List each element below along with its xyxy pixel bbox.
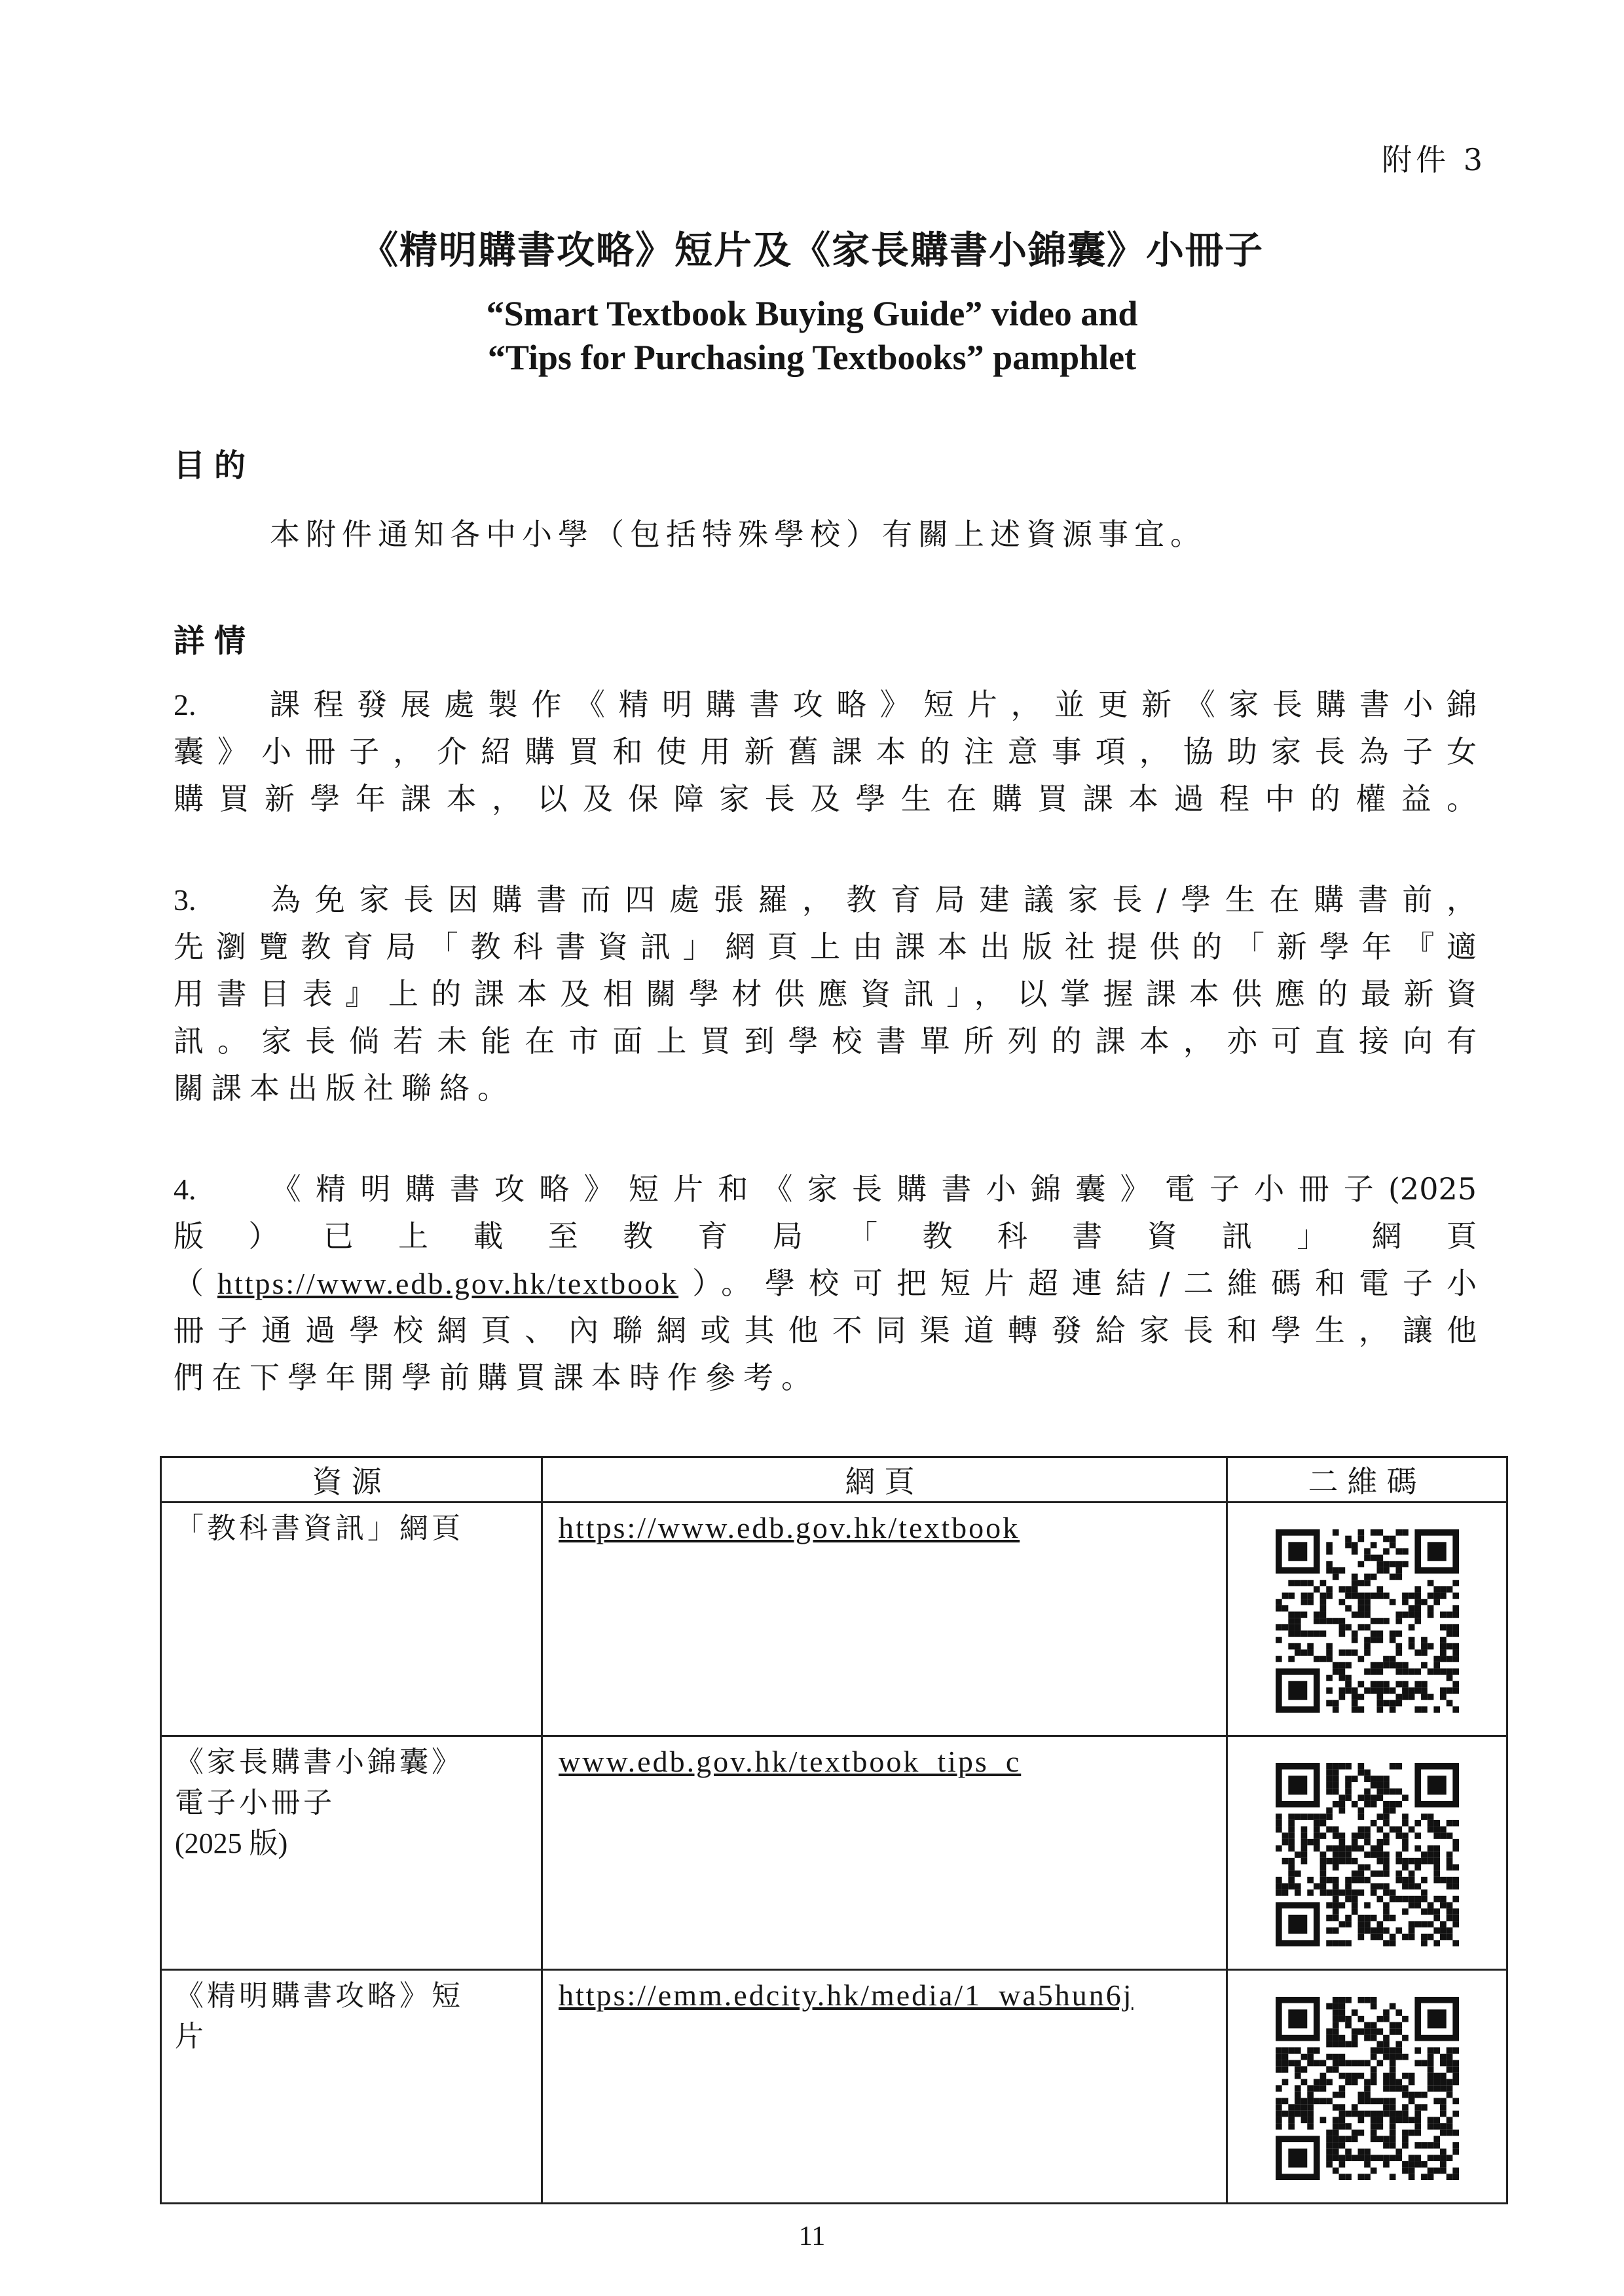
qr-cell bbox=[1227, 1503, 1507, 1736]
paragraph-4-line-1 bbox=[174, 1165, 1477, 1212]
paragraph-3 bbox=[174, 876, 1477, 1112]
paragraph-4-line-2: 版）已上載至教育局「教科書資訊」網頁 bbox=[174, 1218, 1477, 1254]
resource-cell bbox=[161, 1970, 542, 2204]
paragraph-3-line-2: 先瀏覽教育局「教科書資訊」網頁上由課本出版社提供的「新學年『適 bbox=[174, 929, 1477, 964]
page-number: 11 bbox=[798, 2221, 826, 2251]
qr-code-icon[interactable] bbox=[1276, 1529, 1459, 1713]
resource-name: 「教科書資訊」網頁 bbox=[175, 1512, 464, 1545]
qr-cell bbox=[1227, 1970, 1507, 2204]
qr-code-icon[interactable] bbox=[1276, 1997, 1459, 2180]
annex-label: 附件 3 bbox=[1382, 142, 1486, 177]
table-row bbox=[161, 1503, 1507, 1736]
paragraph-4-line-5: 們在下學年開學前購買課本時作參考。 bbox=[174, 1360, 819, 1395]
paragraph-3-line-3: 用書目表』上的課本及相關學材供應資訊」，以掌握課本供應的最新資 bbox=[174, 976, 1477, 1011]
details-heading: 詳情 bbox=[174, 623, 255, 659]
column-header: 網頁 bbox=[542, 1457, 1227, 1503]
resource-name: 《家長購書小錦囊》 bbox=[175, 1745, 464, 1779]
resource-cell bbox=[161, 1736, 542, 1970]
resource-link[interactable]: https://emm.edcity.hk/media/1_wa5hun6j bbox=[559, 1978, 1134, 2012]
paragraph-4 bbox=[174, 1165, 1477, 1401]
paragraph-text: ）。學校可把短片超連結/二維碼和電子小 bbox=[678, 1266, 1477, 1301]
resource-link[interactable]: https://www.edb.gov.hk/textbook bbox=[559, 1511, 1020, 1544]
document-title-english-line-2: “Tips for Purchasing Textbooks” pamphlet bbox=[487, 338, 1137, 377]
resource-link[interactable]: www.edb.gov.hk/textbook_tips_c bbox=[559, 1745, 1022, 1778]
paragraph-4-line-3 bbox=[174, 1260, 1477, 1307]
table-row bbox=[161, 1970, 1507, 2204]
paragraph-text: 《精明購書攻略》短片和《家長購書小錦囊》電子小冊子(2025 bbox=[256, 1171, 1477, 1207]
paragraph-3-line-5: 關課本出版社聯絡。 bbox=[174, 1070, 515, 1106]
url-cell bbox=[542, 1736, 1227, 1970]
paragraph-2 bbox=[174, 681, 1477, 822]
resource-name: 電子小冊子 bbox=[175, 1786, 335, 1819]
paragraph-2-line-3: 購買新學年課本，以及保障家長及學生在購買課本過程中的權益。 bbox=[174, 781, 1477, 816]
paragraph-number: 2. bbox=[174, 688, 196, 721]
paragraph-number: 3. bbox=[174, 883, 196, 917]
resource-name: 《精明購書攻略》短 bbox=[175, 1979, 464, 2013]
document-title-chinese: 《精明購書攻略》短片及《家長購書小錦囊》小冊子 bbox=[360, 228, 1264, 272]
resource-cell bbox=[161, 1503, 542, 1736]
purpose-text: 本附件通知各中小學（包括特殊學校）有關上述資源事宜。 bbox=[270, 517, 1206, 552]
paragraph-2-line-2: 囊》小冊子，介紹購買和使用新舊課本的注意事項，協助家長為子女 bbox=[174, 734, 1477, 769]
document-title-english-line-1: “Smart Textbook Buying Guide” video and bbox=[486, 294, 1138, 333]
url-cell bbox=[542, 1970, 1227, 2204]
paragraph-4-line-4: 冊子通過學校網頁、內聯網或其他不同渠道轉發給家長和學生，讓他 bbox=[174, 1313, 1477, 1348]
purpose-heading: 目的 bbox=[174, 447, 255, 484]
table-row bbox=[161, 1736, 1507, 1970]
paragraph-2-line-1 bbox=[174, 681, 1477, 728]
paragraph-3-line-1 bbox=[174, 876, 1477, 923]
textbook-link[interactable]: https://www.edb.gov.hk/textbook bbox=[217, 1267, 679, 1300]
column-header: 二維碼 bbox=[1227, 1457, 1507, 1503]
paragraph-3-line-4: 訊。家長倘若未能在市面上買到學校書單所列的課本，亦可直接向有 bbox=[174, 1023, 1477, 1059]
paragraph-text: 為免家長因購書而四處張羅，教育局建議家長/學生在購書前， bbox=[256, 882, 1477, 917]
resource-table bbox=[160, 1456, 1508, 2204]
column-header: 資源 bbox=[161, 1457, 542, 1503]
resource-version: (2025 版) bbox=[175, 1827, 288, 1859]
qr-cell bbox=[1227, 1736, 1507, 1970]
qr-code-icon[interactable] bbox=[1276, 1763, 1459, 1946]
table-header-row bbox=[161, 1457, 1507, 1503]
paragraph-text: 課程發展處製作《精明購書攻略》短片，並更新《家長購書小錦 bbox=[256, 687, 1477, 722]
resource-name: 片 bbox=[175, 2020, 207, 2053]
open-paren: （ bbox=[174, 1266, 217, 1301]
url-cell bbox=[542, 1503, 1227, 1736]
paragraph-number: 4. bbox=[174, 1173, 196, 1206]
